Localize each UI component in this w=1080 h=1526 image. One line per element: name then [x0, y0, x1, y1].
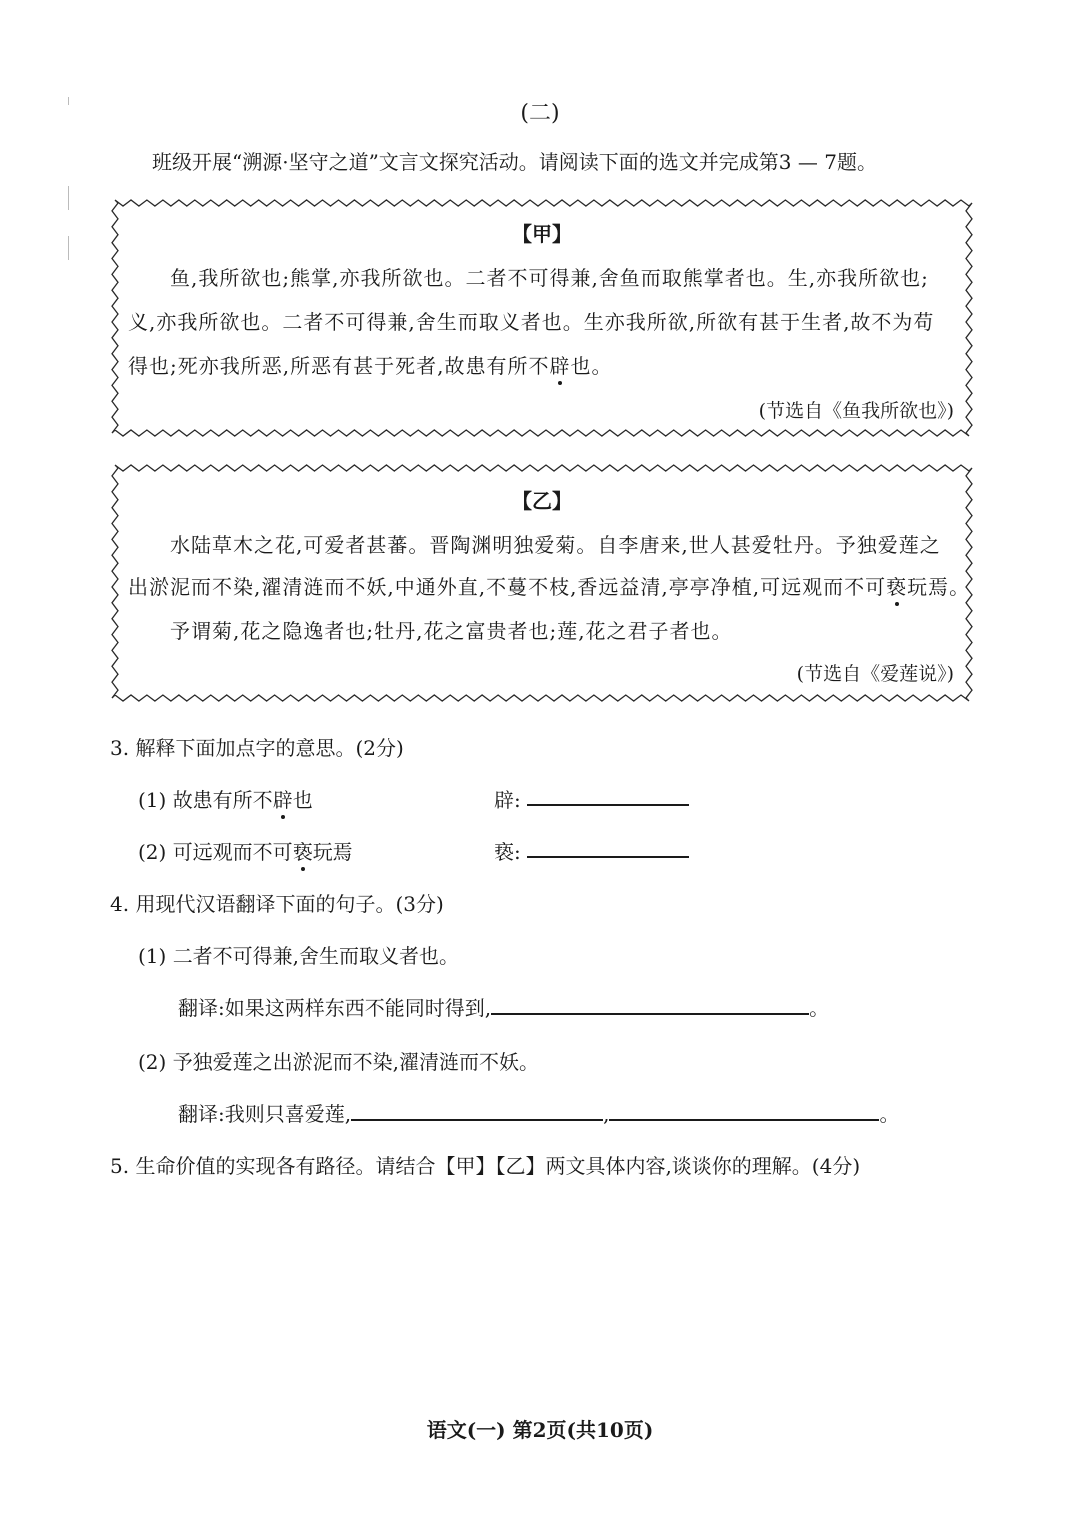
- section-title: (二): [520, 101, 560, 126]
- passage-yi-box: [112, 465, 972, 701]
- answer-blank-3-1[interactable]: [527, 786, 689, 806]
- translation-line-1: 翻译:如果这两样东西不能同时得到, 。: [178, 996, 830, 1020]
- emphasized-char: 辟: [273, 784, 293, 813]
- question-3-item-1: (1) 故患有所不辟也: [138, 784, 313, 813]
- question-3-item-2: (2) 可远观而不可亵玩焉: [138, 836, 353, 865]
- passage-jia-text: 也。: [570, 354, 613, 378]
- answer-area-5[interactable]: [110, 1190, 970, 1390]
- emphasized-char: 辟: [549, 350, 570, 379]
- margin-mark: [68, 186, 69, 210]
- answer-blank-4-2a[interactable]: [351, 1101, 603, 1121]
- passage-jia-line: [128, 350, 612, 379]
- passage-yi-line: [128, 571, 970, 600]
- section-intro: 班级开展“溯源·坚守之道”文言文探究活动。请阅读下面的选文并完成第3 — 7题。: [152, 150, 877, 174]
- passage-yi-line: 予谓菊,花之隐逸者也;牡丹,花之富贵者也;莲,花之君子者也。: [170, 619, 733, 643]
- answer-blank-4-1[interactable]: [491, 995, 809, 1015]
- passage-yi-text: 出淤泥而不染,濯清涟而不妖,中通外直,不蔓不枝,香远益清,亭亭净植,可远观而不可: [128, 575, 887, 599]
- question-4-item-2: (2) 予独爱莲之出淤泥而不染,濯清涟而不妖。: [138, 1050, 540, 1074]
- passage-jia-text: 得也;死亦我所恶,所恶有甚于死者,故患有所不: [128, 354, 550, 378]
- answer-blank-3-2[interactable]: [527, 838, 689, 858]
- question-3-key-2: 亵:: [494, 840, 521, 864]
- passage-yi-line: 水陆草木之花,可爱者甚蕃。晋陶渊明独爱菊。自李唐来,世人甚爱牡丹。予独爱莲之: [170, 533, 941, 557]
- passage-yi-text: 玩焉。: [907, 575, 971, 599]
- translation-line-2: 翻译:我则只喜爱莲, , 。: [178, 1102, 900, 1126]
- passage-jia-line: 义,亦我所欲也。二者不可得兼,舍生而取义者也。生亦我所欲,所欲有甚于生者,故不为苟: [128, 310, 935, 334]
- emphasized-char: 亵: [886, 571, 907, 600]
- question-3-key-1: 辟:: [494, 788, 521, 812]
- question-5-stem: 5. 生命价值的实现各有路径。请结合【甲】【乙】两文具体内容,谈谈你的理解。(4分): [110, 1154, 861, 1178]
- question-4-stem: 4. 用现代汉语翻译下面的句子。(3分): [110, 892, 444, 916]
- question-3-stem: 3. 解释下面加点字的意思。(2分): [110, 736, 404, 760]
- passage-jia-box: [112, 200, 972, 436]
- passage-yi-source: (节选自《爱莲说》): [796, 663, 954, 685]
- margin-mark: [68, 236, 69, 260]
- passage-jia-source: (节选自《鱼我所欲也》): [758, 400, 954, 422]
- question-4-item-1: (1) 二者不可得兼,舍生而取义者也。: [138, 944, 460, 968]
- passage-jia-label: 【甲】: [512, 222, 572, 246]
- passage-yi-label: 【乙】: [512, 489, 572, 513]
- answer-blank-4-2b[interactable]: [609, 1101, 879, 1121]
- page-footer: 语文(一) 第2页(共10页): [426, 1418, 654, 1442]
- emphasized-char: 亵: [293, 836, 313, 865]
- passage-jia-line: 鱼,我所欲也;熊掌,亦我所欲也。二者不可得兼,舍鱼而取熊掌者也。生,亦我所欲也;: [170, 266, 929, 290]
